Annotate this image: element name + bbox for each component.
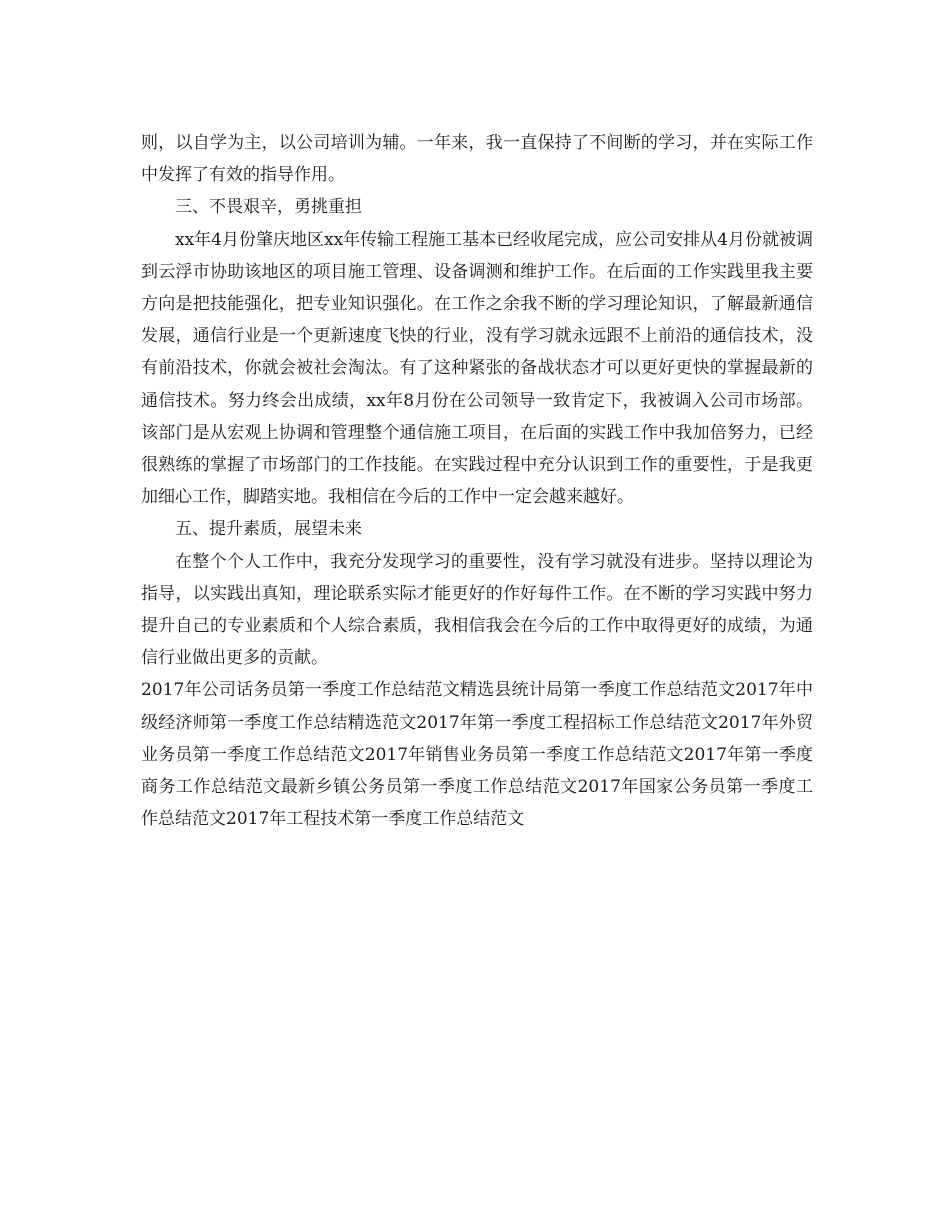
document-body [141, 127, 813, 835]
paragraph-continuation: 则，以自学为主，以公司培训为辅。一年来，我一直保持了不间断的学习，并在实际工作中发挥了有效的指导作用。 [141, 133, 813, 186]
paragraph-section-5: 在整个个人工作中，我充分发现学习的重要性，没有学习就没有进步。坚持以理论为指导，以实践出真知，理论联系实际才能更好的作好每件工作。在不断的学习实践中努力提升自己的专业素质和个人综合素质，我相信我会在今后的工作中取得更好的成绩，为通信行业做出更多的贡献。 [141, 551, 813, 669]
section-heading-5: 五、提升素质，展望未来 [175, 519, 362, 540]
paragraph-section-3: xx年4月份肇庆地区xx年传输工程施工基本已经收尾完成，应公司安排从4月份就被调到云浮市协助该地区的项目施工管理、设备调测和维护工作。在后面的工作实践里我主要方向是把技能强化，把专业知识强化。在工作之余我不断的学习理论知识，了解最新通信发展，通信行业是一个更新速度飞快的行业，没有学习就永远跟不上前沿的通信技术，没有前沿技术，你就会被社会淘汰。有了这种紧张的备战状态才可以更好更快的掌握最新的通信技术。努力终会出成绩，xx年8月份在公司领导一致肯定下，我被调入公司市场部。该部门是从宏观上协调和管理整个通信施工项目，在后面的实践工作中我加倍努力，已经很熟练的掌握了市场部门的工作技能。在实践过程中充分认识到工作的重要性，于是我更加细心工作，脚踏实地。我相信在今后的工作中一定会越来越好。 [141, 229, 813, 508]
related-articles-list: 2017年公司话务员第一季度工作总结范文精选县统计局第一季度工作总结范文2017年中级经济师第一季度工作总结精选范文2017年第一季度工程招标工作总结范文2017年外贸业务员第一季度工作总结范文2017年销售业务员第一季度工作总结范文2017年第一季度商务工作总结范文最新乡镇公务员第一季度工作总结范文2017年国家公务员第一季度工作总结范文2017年工程技术第一季度工作总结范文 [141, 680, 813, 830]
section-heading-3: 三、不畏艰辛，勇挑重担 [175, 197, 362, 218]
